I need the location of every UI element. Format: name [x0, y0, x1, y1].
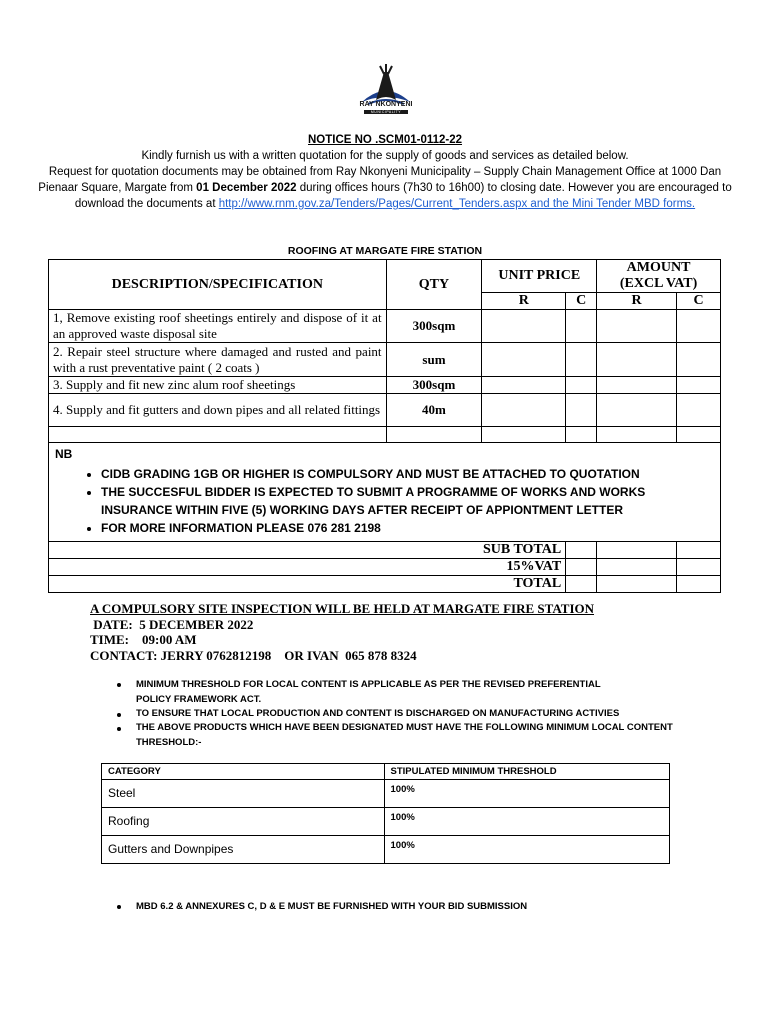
notice-line-2: Request for quotation documents may be obtained from Ray Nkonyeni Municipality – Supply Chain Management Office at 1000 Dan — [48, 166, 722, 178]
sub-total-amount-c — [677, 542, 721, 559]
item-qty: 40m — [386, 394, 482, 427]
bullet-dot — [117, 713, 121, 717]
amount-r-cell — [597, 343, 677, 377]
content-bullet: MINIMUM THRESHOLD FOR LOCAL CONTENT IS APPLICABLE AS PER THE REVISED PREFERENTIAL POLICY FRAMEWORK ACT. — [136, 679, 601, 705]
municipality-logo — [354, 62, 418, 122]
table-row — [102, 808, 670, 836]
unit-r-cell — [482, 394, 566, 427]
item-description: 1, Remove existing roof sheetings entirely and dispose of it at an approved waste disposal site — [49, 310, 387, 343]
unit-c-cell — [566, 310, 597, 343]
header-amount-c: C — [677, 293, 721, 310]
total-amount-c — [677, 576, 721, 593]
header-unit-price: UNIT PRICE — [482, 260, 597, 293]
category-name: Steel — [102, 780, 385, 808]
header-amount-r: R — [597, 293, 677, 310]
inspection-heading: A COMPULSORY SITE INSPECTION WILL BE HELD AT MARGATE FIRE STATION — [90, 601, 595, 616]
total-label: TOTAL — [49, 576, 566, 593]
notice-line-3-post: during offices hours (7h30 to 16h00) to closing date. However you are encouraged to — [296, 182, 732, 194]
nb-section — [49, 443, 721, 542]
notice-line-4-pre: download the documents at — [74, 198, 219, 210]
unit-c-cell — [566, 343, 597, 377]
table-title: ROOFING AT MARGATE FIRE STATION — [287, 245, 483, 257]
table-row — [49, 377, 721, 394]
total-r-cell — [597, 576, 677, 593]
item-qty: 300sqm — [386, 377, 482, 394]
header-threshold: STIPULATED MINIMUM THRESHOLD — [384, 764, 670, 780]
item-qty: sum — [386, 343, 482, 377]
logo-subtext: MUNICIPALITY — [364, 110, 408, 114]
nb-label: NB — [55, 447, 73, 461]
amount-c-cell — [677, 343, 721, 377]
inspection-time: TIME: 09:00 AM — [90, 632, 197, 647]
vat-label: 15%VAT — [49, 559, 566, 576]
vat-c-cell — [566, 559, 597, 576]
item-qty: 300sqm — [386, 310, 482, 343]
bullet-dot — [117, 727, 121, 731]
amount-c-cell — [677, 377, 721, 394]
header-unit-c: C — [566, 293, 597, 310]
total-c-cell — [566, 576, 597, 593]
table-row — [49, 310, 721, 343]
category-threshold: 100% — [384, 808, 670, 836]
table-row-empty — [49, 427, 721, 443]
header-qty: QTY — [386, 260, 482, 310]
unit-r-cell — [482, 310, 566, 343]
table-row — [102, 836, 670, 864]
bullet-dot — [117, 905, 121, 909]
nb-item: • FOR MORE INFORMATION PLEASE 076 281 2198 — [101, 519, 714, 537]
final-bullet: MBD 6.2 & ANNEXURES C, D & E MUST BE FURNISHED WITH YOUR BID SUBMISSION — [136, 901, 528, 912]
unit-r-cell — [482, 343, 566, 377]
local-content-table — [101, 763, 670, 864]
nb-list — [55, 465, 714, 537]
category-name: Roofing — [102, 808, 385, 836]
inspection-section — [90, 601, 594, 663]
header-unit-r: R — [482, 293, 566, 310]
notice-line-1: Kindly furnish us with a written quotation for the supply of goods and services as detailed below. — [141, 150, 629, 162]
table-row — [102, 780, 670, 808]
unit-c-cell — [566, 377, 597, 394]
header-amount — [597, 260, 721, 293]
item-description: 4. Supply and fit gutters and down pipes and all related fittings — [49, 394, 387, 427]
notice-date: 01 December 2022 — [196, 182, 297, 194]
header-amount-line2: (EXCL VAT) — [619, 276, 698, 291]
inspection-date: DATE: 5 DECEMBER 2022 — [90, 616, 254, 632]
sub-total-label: SUB TOTAL — [49, 542, 566, 559]
notice-line-4 — [0, 198, 770, 210]
header-description: DESCRIPTION/SPECIFICATION — [49, 260, 387, 310]
tenders-link[interactable]: http://www.rnm.gov.za/Tenders/Pages/Current_Tenders.aspx and the Mini Tender MBD forms. — [218, 198, 696, 210]
header-amount-line1: AMOUNT — [626, 260, 691, 275]
bullet-dot — [117, 683, 121, 687]
notice-line-3-pre: Pienaar Square, Margate from — [38, 182, 197, 194]
category-threshold: 100% — [384, 780, 670, 808]
sub-total-r-cell — [597, 542, 677, 559]
amount-c-cell — [677, 310, 721, 343]
inspection-contact: CONTACT: JERRY 0762812198 OR IVAN 065 878 8324 — [90, 647, 417, 663]
category-threshold: 100% — [384, 836, 670, 864]
unit-r-cell — [482, 377, 566, 394]
category-name: Gutters and Downpipes — [102, 836, 385, 864]
unit-c-cell — [566, 394, 597, 427]
nb-item: • THE SUCCESFUL BIDDER IS EXPECTED TO SUBMIT A PROGRAMME OF WORKS AND WORKS INSURANCE WITHIN FIVE (5) WORKING DAYS AFTER RECEIPT OF APPIONTMENT LETTER — [101, 483, 714, 519]
table-row — [49, 343, 721, 377]
vat-r-cell — [597, 559, 677, 576]
notice-line-3 — [0, 182, 770, 194]
amount-r-cell — [597, 377, 677, 394]
table-row — [49, 394, 721, 427]
notice-number: NOTICE NO .SCM01-0112-22 — [307, 134, 463, 146]
vat-amount-c — [677, 559, 721, 576]
item-description: 3. Supply and fit new zinc alum roof sheetings — [49, 377, 387, 394]
item-description: 2. Repair steel structure where damaged and rusted and paint with a rust preventative paint ( 2 coats ) — [49, 343, 387, 377]
logo-text: RAY NKONYENI — [359, 101, 413, 108]
amount-r-cell — [597, 394, 677, 427]
sub-total-c-cell — [566, 542, 597, 559]
content-bullet: TO ENSURE THAT LOCAL PRODUCTION AND CONTENT IS DISCHARGED ON MANUFACTURING ACTIVIES — [136, 708, 620, 719]
header-category: CATEGORY — [102, 764, 385, 780]
amount-c-cell — [677, 394, 721, 427]
quotation-table — [48, 259, 721, 593]
amount-r-cell — [597, 310, 677, 343]
nb-item: • CIDB GRADING 1GB OR HIGHER IS COMPULSORY AND MUST BE ATTACHED TO QUOTATION — [101, 465, 714, 483]
content-bullet: THE ABOVE PRODUCTS WHICH HAVE BEEN DESIGNATED MUST HAVE THE FOLLOWING MINIMUM LOCAL CONTENT THRESHOLD:- — [136, 722, 673, 748]
